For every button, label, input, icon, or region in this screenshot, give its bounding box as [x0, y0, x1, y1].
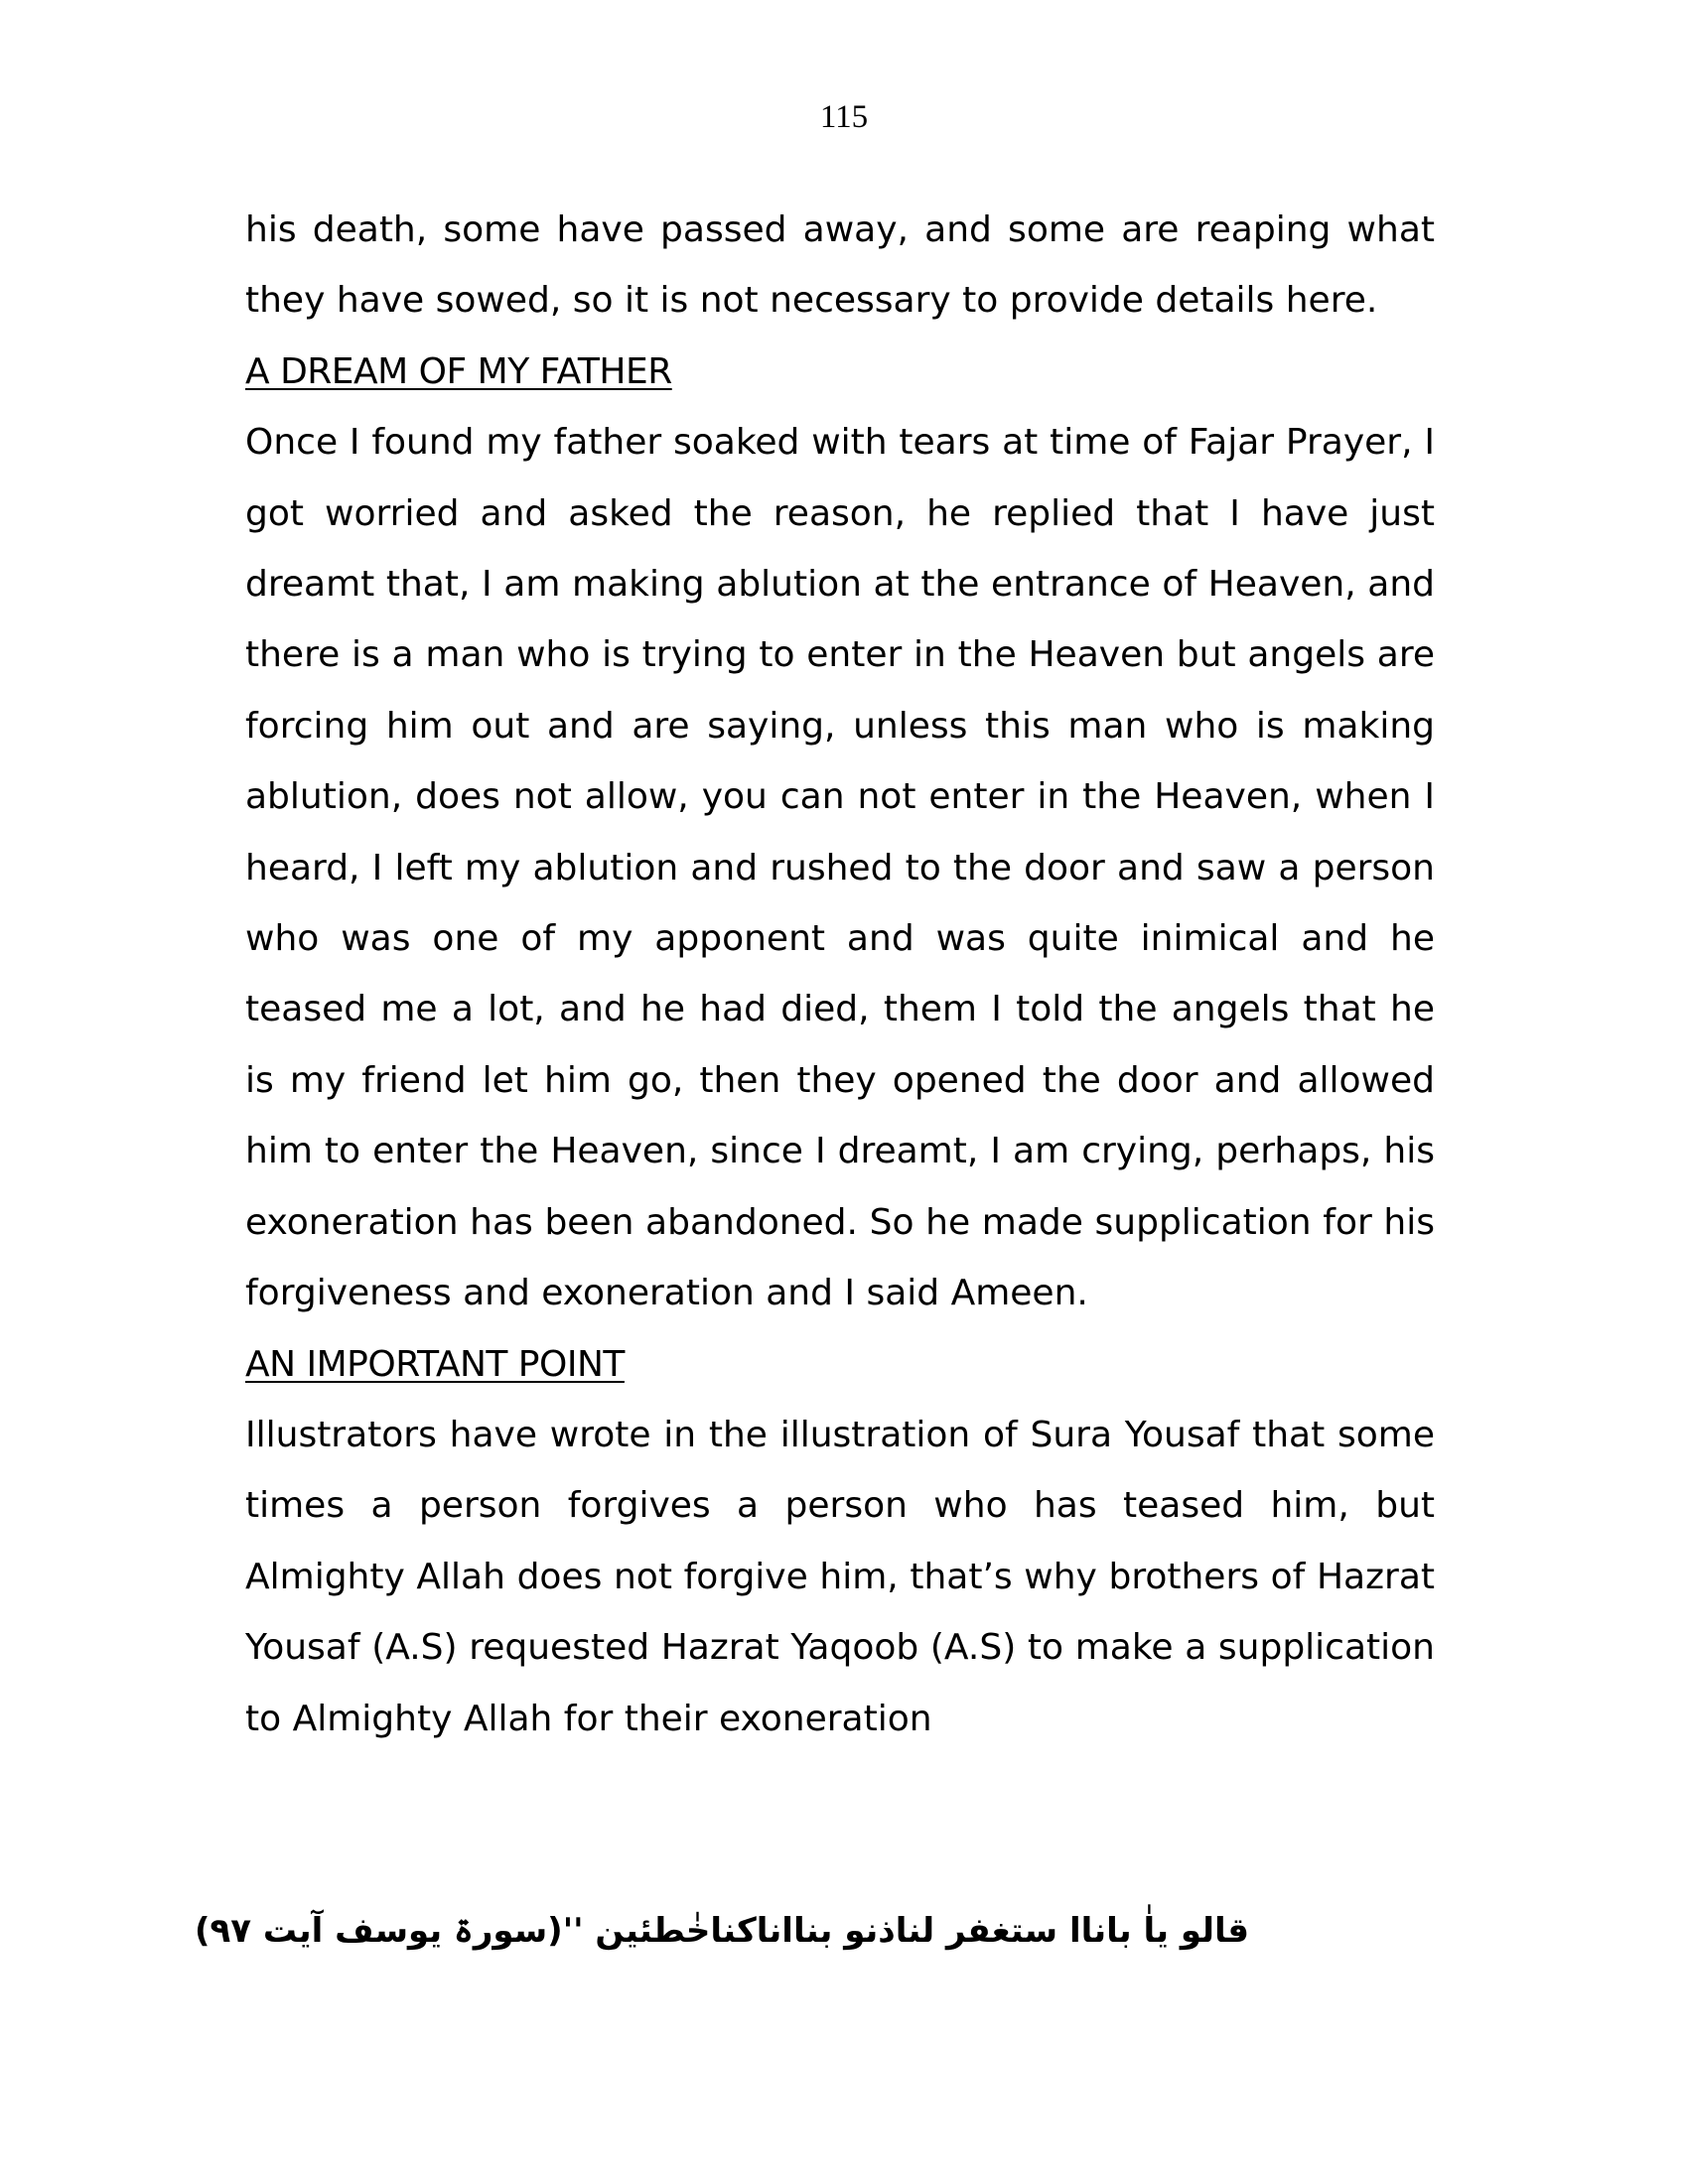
arabic-verse-quote: قالو یاٰ باناا ستغفر لناذنو بنااناکناخٰطئین ''(سورۃ یوسف آیت ۹۷) [194, 1911, 1249, 1951]
paragraph-dream: Once I found my father soaked with tears at time of Fajar Prayer, I got worried and asked the reason, he replied that I have just dreamt that, I am making ablution at the entrance of Heaven, and there is a man who is trying to enter in the Heaven but angels are forcing him out and are saying, unless this man who is making ablution, does not allow, you can not enter in the Heaven, when I heard, I left my ablution and rushed to the door and saw a person who was one of my apponent and was quite inimical and he teased me a lot, and he had died, them I told the angels that he is my friend let him go, then they opened the door and allowed him to enter the Heaven, since I dreamt, I am crying, perhaps, his exoneration has been abandoned. So he made supplication for his forgiveness and exoneration and I said Ameen. [245, 422, 1435, 1314]
intro-paragraph: his death, some have passed away, and some are reaping what they have sowed, so it is not necessary to provide details here. [245, 209, 1435, 322]
section-heading-important-point: AN IMPORTANT POINT [245, 1343, 625, 1385]
paragraph-important-point: Illustrators have wrote in the illustration of Sura Yousaf that some times a person forgives a person who has teased him, but Almighty Allah does not forgive him, that’s why brothers of Hazrat Yousaf (A.S) requested Hazrat Yaqoob (A.S) to make a supplication to Almighty Allah for their exoneration [245, 1414, 1435, 1739]
page-number: 115 [819, 99, 869, 135]
section-heading-dream: A DREAM OF MY FATHER [245, 350, 672, 392]
page-body [245, 195, 1435, 1754]
